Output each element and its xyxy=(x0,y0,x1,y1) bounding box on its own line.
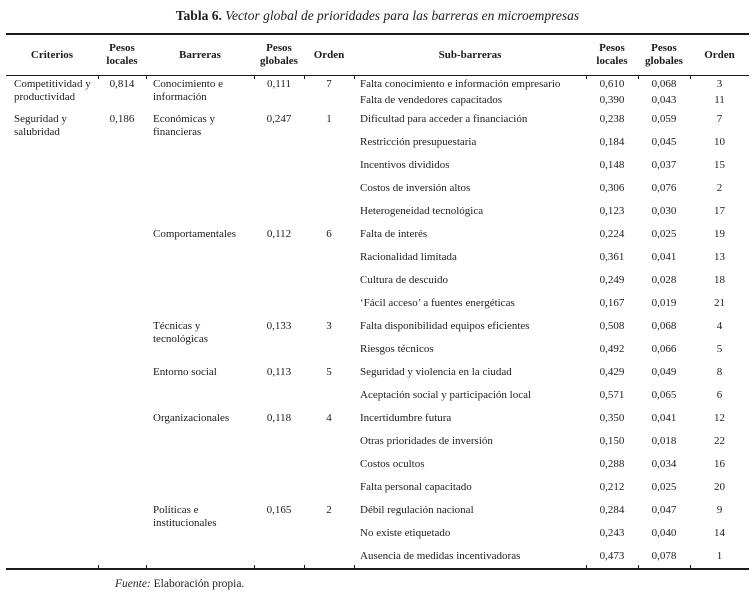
sub-peso-local-cell: 0,288 xyxy=(599,458,625,470)
col-header-sub-orden: Orden xyxy=(690,34,749,76)
sub-orden-cell: 16 xyxy=(714,458,725,470)
sub-orden-cell: 13 xyxy=(714,251,725,263)
sub-orden-cell: 6 xyxy=(716,389,723,401)
barrera-peso-global-cell: 0,133 xyxy=(266,320,292,332)
criterio-cell: Seguridad y salubridad xyxy=(6,108,98,569)
sub-peso-global-cell: 0,068 xyxy=(651,78,677,90)
sub-peso-local-cell: 0,492 xyxy=(599,343,625,355)
sub-orden-cell: 12 xyxy=(714,412,725,424)
sub-barrera-cell: Otras prioridades de inversión xyxy=(360,435,493,447)
col-header-sub-pesos-locales: Pesos locales xyxy=(586,34,638,76)
sub-barrera-cell: Incertidumbre futura xyxy=(360,412,452,424)
barrera-peso-global-cell: 0,111 xyxy=(267,78,291,90)
sub-peso-global-cell: 0,043 xyxy=(651,94,677,106)
sub-peso-local-cell: 0,184 xyxy=(599,136,625,148)
sub-peso-local-cell: 0,224 xyxy=(599,228,625,240)
sub-peso-local-cell: 0,429 xyxy=(599,366,625,378)
col-header-barreras: Barreras xyxy=(146,34,254,76)
sub-peso-global-cell: 0,019 xyxy=(651,297,677,309)
sub-orden-cell: 1 xyxy=(716,550,723,562)
barrera-orden-cell: 2 xyxy=(304,499,354,569)
col-header-sub-pesos-globales: Pesos globales xyxy=(638,34,690,76)
sub-peso-local-cell: 0,390 xyxy=(599,94,625,106)
barrera-peso-global-cell: 0,112 xyxy=(266,228,292,240)
sub-peso-global-cell: 0,034 xyxy=(651,458,677,470)
barrera-cell: Económicas y financieras xyxy=(153,113,216,138)
sub-peso-local-cell: 0,473 xyxy=(586,545,638,569)
sub-orden-cell: 2 xyxy=(716,182,723,194)
sub-peso-global-cell: 0,066 xyxy=(651,343,677,355)
sub-orden-cell: 11 xyxy=(714,94,725,106)
barrera-cell: Entorno social xyxy=(153,366,217,378)
sub-peso-local-cell: 0,243 xyxy=(599,527,625,539)
sub-orden-cell: 20 xyxy=(714,481,725,493)
sub-barrera-cell: Aceptación social y participación local xyxy=(360,389,532,401)
barrera-cell: Organizacionales xyxy=(153,412,230,424)
sub-peso-local-cell: 0,361 xyxy=(599,251,625,263)
sub-orden-cell: 17 xyxy=(714,205,725,217)
sub-barrera-cell: Heterogeneidad tecnológica xyxy=(360,205,484,217)
table-number: Tabla 6. xyxy=(175,8,222,23)
sub-peso-local-cell: 0,508 xyxy=(599,320,625,332)
barrera-orden-cell: 5 xyxy=(326,366,332,378)
sub-peso-global-cell: 0,068 xyxy=(651,320,677,332)
sub-peso-global-cell: 0,041 xyxy=(651,412,677,424)
barrera-cell: Técnicas y tecnológicas xyxy=(153,320,208,345)
sub-orden-cell: 22 xyxy=(714,435,725,447)
header-row xyxy=(6,34,749,76)
table-row xyxy=(6,108,749,131)
sub-peso-local-cell: 0,284 xyxy=(599,504,625,516)
sub-barrera-cell: Dificultad para acceder a financiación xyxy=(360,113,528,125)
sub-peso-global-cell: 0,049 xyxy=(651,366,677,378)
sub-barrera-cell: ‘Fácil acceso’ a fuentes energéticas xyxy=(360,297,515,309)
sub-orden-cell: 8 xyxy=(716,366,723,378)
sub-barrera-cell: Débil regulación nacional xyxy=(360,504,474,516)
sub-peso-global-cell: 0,025 xyxy=(651,481,677,493)
table-row xyxy=(6,76,749,93)
sub-peso-local-cell: 0,238 xyxy=(599,113,625,125)
barrera-orden-cell: 6 xyxy=(326,228,332,240)
sub-orden-cell: 19 xyxy=(714,228,725,240)
sub-peso-global-cell: 0,078 xyxy=(638,545,690,569)
sub-barrera-cell: Cultura de descuido xyxy=(360,274,448,286)
sub-peso-local-cell: 0,150 xyxy=(599,435,625,447)
barrera-orden-cell: 7 xyxy=(326,78,332,90)
sub-peso-local-cell: 0,306 xyxy=(599,182,625,194)
barrera-peso-global-cell: 0,118 xyxy=(266,412,292,424)
sub-barrera-cell: Falta de vendedores capacitados xyxy=(360,94,503,106)
sub-barrera-cell: Restricción presupuestaria xyxy=(360,136,477,148)
sub-peso-global-cell: 0,059 xyxy=(651,113,677,125)
sub-peso-global-cell: 0,040 xyxy=(651,527,677,539)
sub-orden-cell: 9 xyxy=(716,504,723,516)
barrera-orden-cell: 1 xyxy=(326,113,332,125)
sub-peso-global-cell: 0,045 xyxy=(651,136,677,148)
source-text: Elaboración propia. xyxy=(153,578,245,590)
criterio-peso-local-cell: 0,186 xyxy=(98,108,146,569)
barrera-orden-cell: 3 xyxy=(326,320,332,332)
sub-peso-global-cell: 0,076 xyxy=(651,182,677,194)
sub-barrera-cell: Costos ocultos xyxy=(360,458,425,470)
sub-peso-global-cell: 0,018 xyxy=(651,435,677,447)
sub-peso-local-cell: 0,167 xyxy=(599,297,625,309)
table-title-text: Vector global de prioridades para las barreras en microempresas xyxy=(225,8,580,23)
sub-peso-local-cell: 0,610 xyxy=(599,78,625,90)
sub-peso-global-cell: 0,047 xyxy=(651,504,677,516)
sub-peso-local-cell: 0,123 xyxy=(599,205,625,217)
sub-peso-local-cell: 0,350 xyxy=(599,412,625,424)
barrera-cell: Comportamentales xyxy=(153,228,237,240)
table-caption xyxy=(0,0,755,24)
sub-barrera-cell: Seguridad y violencia en la ciudad xyxy=(360,366,512,378)
sub-peso-global-cell: 0,041 xyxy=(651,251,677,263)
sub-barrera-cell: Costos de inversión altos xyxy=(360,182,471,194)
sub-barrera-cell: Riesgos técnicos xyxy=(360,343,434,355)
col-header-criterios: Criterios xyxy=(6,34,98,76)
sub-orden-cell: 21 xyxy=(714,297,725,309)
sub-barrera-cell: Falta de interés xyxy=(360,228,428,240)
sub-orden-cell: 4 xyxy=(716,320,723,332)
sub-barrera-cell: Falta disponibilidad equipos eficientes xyxy=(360,320,530,332)
table-source xyxy=(115,577,755,591)
sub-barrera-cell: No existe etiquetado xyxy=(360,527,451,539)
sub-barrera-cell: Ausencia de medidas incentivadoras xyxy=(354,545,586,569)
sub-peso-global-cell: 0,030 xyxy=(651,205,677,217)
barrera-peso-global-cell: 0,247 xyxy=(266,113,292,125)
sub-peso-local-cell: 0,571 xyxy=(599,389,625,401)
sub-peso-global-cell: 0,065 xyxy=(651,389,677,401)
sub-orden-cell: 18 xyxy=(714,274,725,286)
sub-peso-global-cell: 0,028 xyxy=(651,274,677,286)
col-header-orden: Orden xyxy=(304,34,354,76)
col-header-pesos-globales: Pesos globales xyxy=(254,34,304,76)
sub-peso-global-cell: 0,037 xyxy=(651,159,677,171)
sub-orden-cell: 5 xyxy=(716,343,723,355)
sub-peso-local-cell: 0,249 xyxy=(599,274,625,286)
sub-peso-local-cell: 0,148 xyxy=(599,159,625,171)
barrera-peso-global-cell: 0,165 xyxy=(254,499,304,569)
criterio-peso-local-cell: 0,814 xyxy=(109,78,135,90)
barrera-cell: Conocimiento e información xyxy=(153,78,223,103)
sub-peso-global-cell: 0,025 xyxy=(651,228,677,240)
sub-orden-cell: 14 xyxy=(714,527,725,539)
sub-barrera-cell: Incentivos divididos xyxy=(360,159,450,171)
sub-orden-cell: 3 xyxy=(716,78,723,90)
source-label: Fuente: xyxy=(115,578,151,590)
barrera-cell: Políticas e institucionales xyxy=(146,499,254,569)
sub-barrera-cell: Racionalidad limitada xyxy=(360,251,457,263)
sub-barrera-cell: Falta conocimiento e información empresario xyxy=(360,78,561,90)
sub-barrera-cell: Falta personal capacitado xyxy=(360,481,472,493)
sub-peso-local-cell: 0,212 xyxy=(599,481,625,493)
sub-orden-cell: 10 xyxy=(714,136,725,148)
col-header-sub-barreras: Sub-barreras xyxy=(354,34,586,76)
sub-orden-cell: 7 xyxy=(716,113,723,125)
sub-orden-cell: 15 xyxy=(714,159,725,171)
priorities-table xyxy=(6,33,749,570)
col-header-pesos-locales: Pesos locales xyxy=(98,34,146,76)
barrera-orden-cell: 4 xyxy=(326,412,332,424)
criterio-cell: Competitividad y productividad xyxy=(14,78,91,103)
barrera-peso-global-cell: 0,113 xyxy=(266,366,292,378)
